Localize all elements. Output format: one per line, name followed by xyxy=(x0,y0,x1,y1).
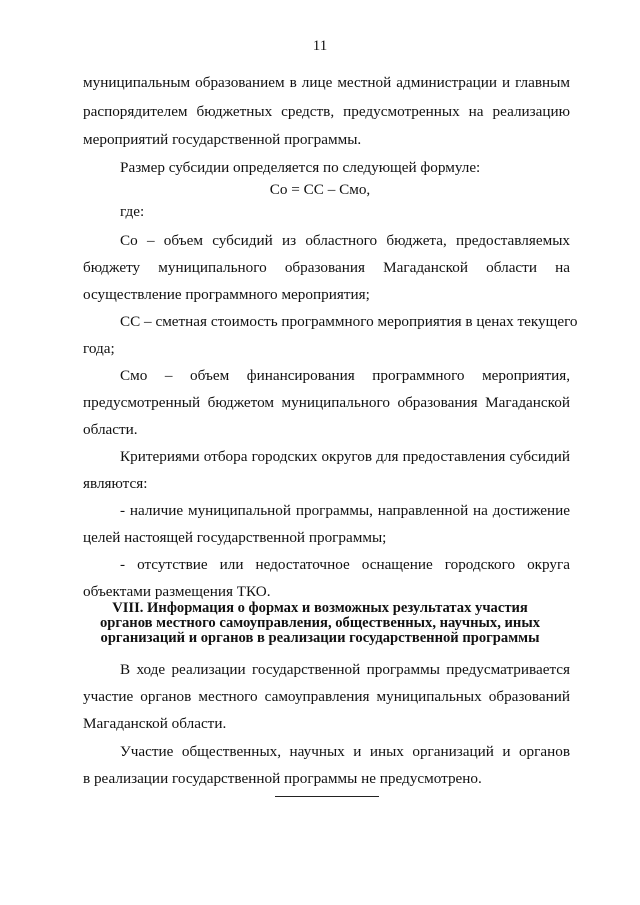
text-line: - наличие муниципальной программы, направленной на достижение xyxy=(120,502,570,519)
text-line: - отсутствие или недостаточное оснащение городского округа xyxy=(120,556,570,573)
closing-rule xyxy=(275,796,379,797)
text-line: В ходе реализации государственной программы предусматривается xyxy=(120,661,570,678)
text-line: участие органов местного самоуправления муниципальных образований xyxy=(83,688,570,705)
text-line: СС – сметная стоимость программного мероприятия в ценах текущего xyxy=(120,313,578,330)
text-line: года; xyxy=(83,340,115,357)
text-line: мероприятий государственной программы. xyxy=(83,131,362,148)
page-number: 11 xyxy=(312,38,328,54)
text-line: объектами размещения ТКО. xyxy=(83,583,271,600)
text-line: муниципальным образованием в лице местной администрации и главным xyxy=(83,74,570,91)
formula: Со = СС – Смо, xyxy=(269,181,371,198)
text-line: Размер субсидии определяется по следующей формуле: xyxy=(120,159,481,176)
text-line: бюджету муниципального образования Магаданской области на xyxy=(83,259,570,276)
text-line: в реализации государственной программы не предусмотрено. xyxy=(83,770,482,787)
text-line: Участие общественных, научных и иных организаций и органов xyxy=(120,743,570,760)
text-line: предусмотренный бюджетом муниципального образования Магаданской xyxy=(83,394,570,411)
text-line: Критериями отбора городских округов для предоставления субсидий xyxy=(120,448,570,465)
text-line: Смо – объем финансирования программного мероприятия, xyxy=(120,367,570,384)
text-line: целей настоящей государственной программы; xyxy=(83,529,387,546)
section-heading-line: организаций и органов в реализации государственной программы xyxy=(100,630,540,646)
text-line: являются: xyxy=(83,475,148,492)
section-heading-line: VIII. Информация о формах и возможных результатах участия xyxy=(112,600,528,616)
text-line: распорядителем бюджетных средств, предусмотренных на реализацию xyxy=(83,103,570,120)
text-line: где: xyxy=(120,203,145,220)
section-heading-line: органов местного самоуправления, общественных, научных, иных xyxy=(99,615,541,631)
text-line: осуществление программного мероприятия; xyxy=(83,286,370,303)
text-line: Магаданской области. xyxy=(83,715,227,732)
text-line: Со – объем субсидий из областного бюджета, предоставляемых xyxy=(120,232,570,249)
text-line: области. xyxy=(83,421,138,438)
